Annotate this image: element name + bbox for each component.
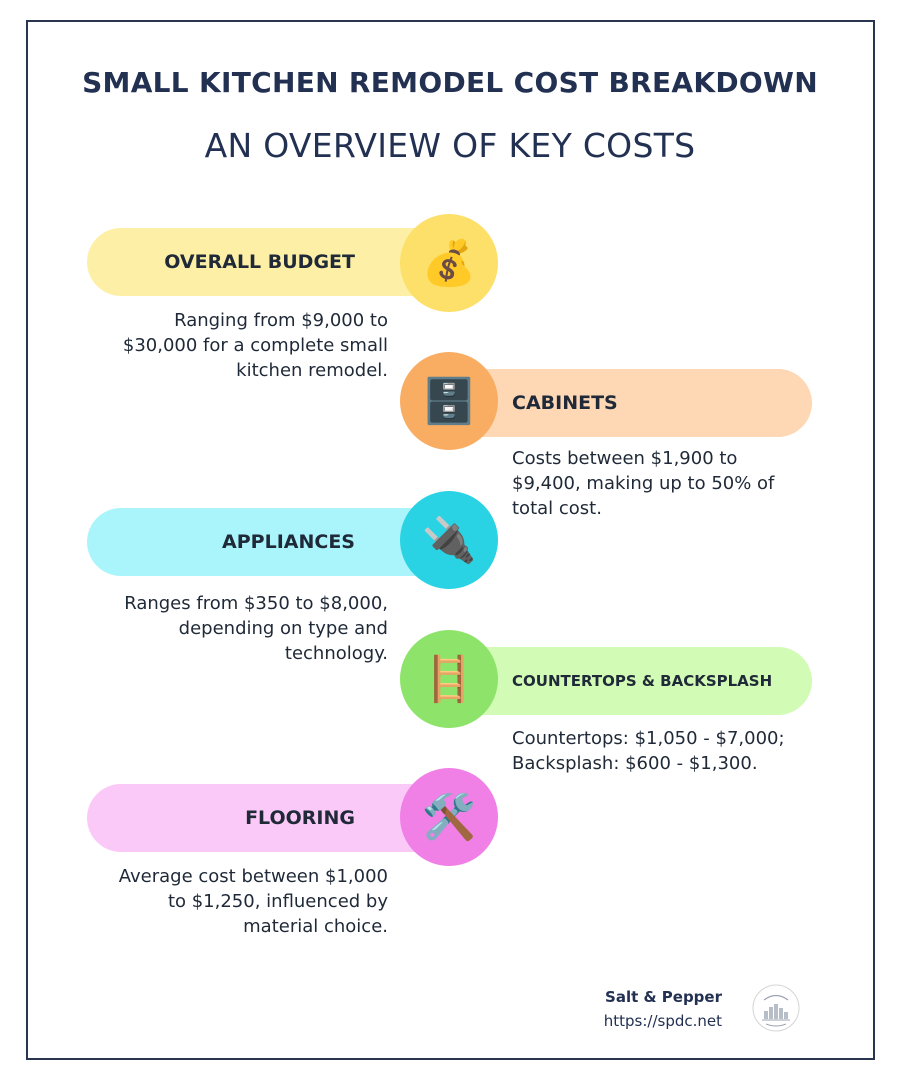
hammer-and-wrench-icon: 🛠️ xyxy=(400,768,498,866)
ladder-icon: 🪜 xyxy=(400,630,498,728)
page-subtitle: AN OVERVIEW OF KEY COSTS xyxy=(204,126,696,165)
countertops-label: COUNTERTOPS & BACKSPLASH xyxy=(512,672,773,690)
brand-url[interactable]: https://spdc.net xyxy=(603,1012,722,1030)
countertops-description: Countertops: $1,050 - $7,000; Backsplash: $600 - $1,300. xyxy=(512,728,785,774)
flooring-label: FLOORING xyxy=(245,807,355,829)
flooring-description: Average cost between $1,000 to $1,250, influenced by material choice. xyxy=(118,866,388,937)
appliances-description: Ranges from $350 to $8,000, depending on type and technology. xyxy=(124,593,388,664)
appliances-label: APPLIANCES xyxy=(222,531,355,553)
overall-budget-label: OVERALL BUDGET xyxy=(164,251,355,273)
salt-and-pepper-logo xyxy=(752,984,800,1032)
money-bag-icon: 💰 xyxy=(400,214,498,312)
overall-budget-description: Ranging from $9,000 to $30,000 for a complete small kitchen remodel. xyxy=(122,310,388,381)
cabinets-description: Costs between $1,900 to $9,400, making up to 50% of total cost. xyxy=(512,448,775,519)
file-cabinet-icon: 🗄️ xyxy=(400,352,498,450)
cabinets-label: CABINETS xyxy=(512,392,618,414)
brand-name: Salt & Pepper xyxy=(605,988,722,1006)
electric-plug-icon: 🔌 xyxy=(400,491,498,589)
page-title: SMALL KITCHEN REMODEL COST BREAKDOWN xyxy=(82,66,818,99)
